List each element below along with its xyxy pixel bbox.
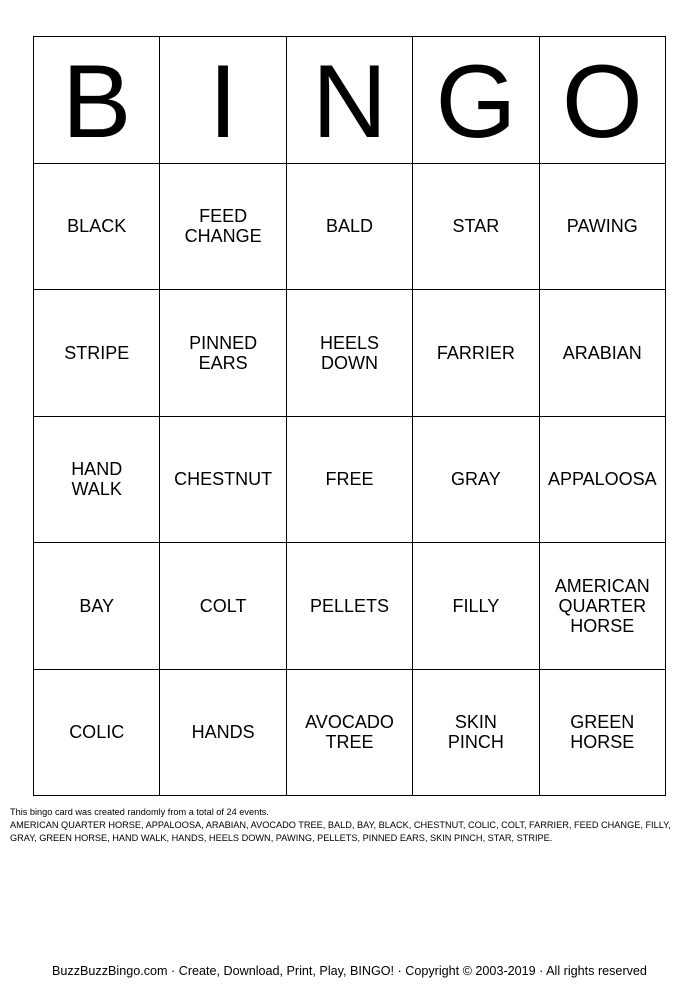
header-letter-i bbox=[160, 37, 286, 164]
notes-event-list: AMERICAN QUARTER HORSE, APPALOOSA, ARABIAN, AVOCADO TREE, BALD, BAY, BLACK, CHESTNUT, COLIC, COLT, FARRIER, FEED CHANGE, FILLY, GRAY, GREEN HORSE, HAND WALK, HANDS, HEELS DOWN, PAWING, PELLETS, PINNED EARS, SKIN PINCH, STAR, STRIPE. bbox=[10, 820, 671, 843]
bingo-square: COLIC bbox=[34, 670, 160, 797]
header-letter-o bbox=[540, 37, 666, 164]
bingo-square: STRIPE bbox=[34, 290, 160, 417]
bingo-square: ARABIAN bbox=[540, 290, 666, 417]
bingo-square: BLACK bbox=[34, 164, 160, 291]
bingo-square: PELLETS bbox=[287, 543, 413, 670]
bingo-square: FARRIER bbox=[413, 290, 539, 417]
bingo-square: HANDS bbox=[160, 670, 286, 797]
bingo-square: AMERICAN QUARTER HORSE bbox=[540, 543, 666, 670]
header-letter: B bbox=[62, 43, 132, 160]
site-footer: BuzzBuzzBingo.com · Create, Download, Print, Play, BINGO! · Copyright © 2003-2019 · All rights reserved bbox=[52, 964, 647, 978]
header-letter-n bbox=[287, 37, 413, 164]
bingo-square: PAWING bbox=[540, 164, 666, 291]
bingo-square: FEED CHANGE bbox=[160, 164, 286, 291]
bingo-square: HEELS DOWN bbox=[287, 290, 413, 417]
header-letter: I bbox=[208, 43, 238, 160]
bingo-square: STAR bbox=[413, 164, 539, 291]
bingo-square: GRAY bbox=[413, 417, 539, 544]
header-letter-b bbox=[34, 37, 160, 164]
card-notes bbox=[10, 806, 690, 845]
bingo-square: BAY bbox=[34, 543, 160, 670]
bingo-square: AVOCADO TREE bbox=[287, 670, 413, 797]
bingo-square: GREEN HORSE bbox=[540, 670, 666, 797]
bingo-square: COLT bbox=[160, 543, 286, 670]
bingo-square: FILLY bbox=[413, 543, 539, 670]
bingo-square: PINNED EARS bbox=[160, 290, 286, 417]
bingo-card bbox=[33, 36, 666, 796]
bingo-square: HAND WALK bbox=[34, 417, 160, 544]
free-square: FREE bbox=[287, 417, 413, 544]
bingo-square: BALD bbox=[287, 164, 413, 291]
header-letter: O bbox=[561, 43, 643, 160]
header-letter: G bbox=[435, 43, 517, 160]
bingo-square: APPALOOSA bbox=[540, 417, 666, 544]
bingo-square: SKIN PINCH bbox=[413, 670, 539, 797]
header-letter: N bbox=[311, 43, 388, 160]
bingo-square: CHESTNUT bbox=[160, 417, 286, 544]
notes-intro: This bingo card was created randomly from a total of 24 events. bbox=[10, 807, 269, 817]
header-letter-g bbox=[413, 37, 539, 164]
